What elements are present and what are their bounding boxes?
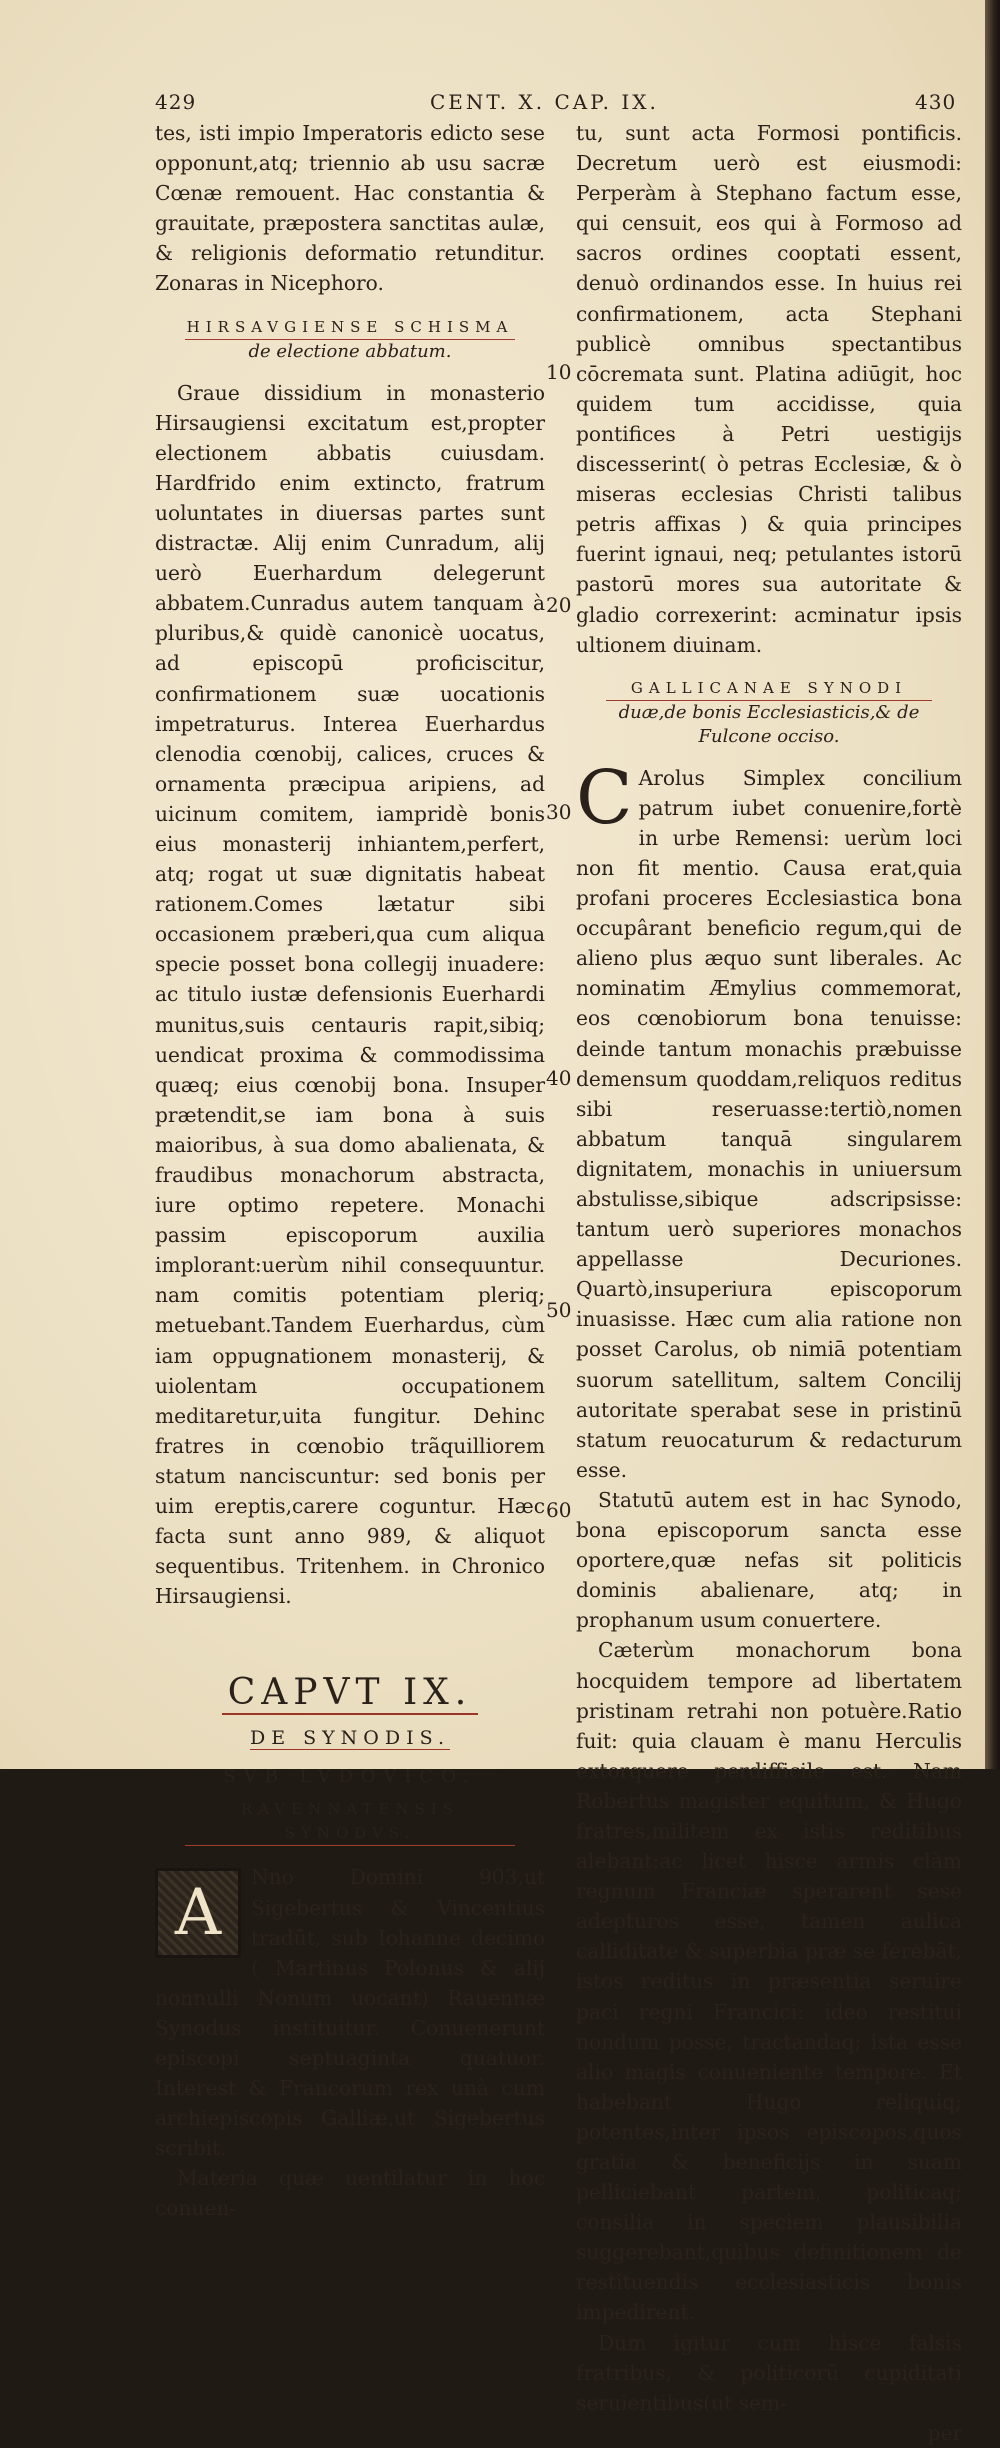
decorated-initial: A [155,1868,241,1958]
chapter-subtitle [155,1723,545,1753]
paragraph: tu, sunt acta Formosi pontificis. Decretum uerò est eiusmodi: Perperàm à Stephano factum esse, qui censuit, eos qui à Formoso ad sacros ordines cooptati essent, denuò ordinandos esse. In huius rei confirmationem, acta Stephani publicè omnibus spectantibus cōcremata sunt. Platina adiūgit, hoc quidem tum accidisse, quia pontifices à Petri uestigijs discesserint( ò petras Ecclesiæ, & ò miseras ecclesias Christi talibus petris affixas ) & quia principes fuerint ignaui, neq; petulantes istorū pastorū mores sua autoritate & gladio correxerint: acminatur ipsis ultionem diuinam. [576,121,962,657]
left-column [155,118,545,2224]
section-title: HIRSAVGIENSE SCHISMA [185,315,515,340]
line-number: 10 [546,360,572,384]
right-column [576,118,962,2448]
chapter-subtitle-2: SVB LVDOVICO. [223,1766,477,1788]
line-number: 30 [546,800,572,824]
catchword: per [927,2420,962,2445]
paragraph: Graue dissidium in monasterio Hirsaugiensi excitatum est,propter electionem abbatis cuiusdam. Hardfrido enim extincto, fratrum uoluntates in diuersas partes sunt distractæ. Alij enim Cunradum, alij uerò Euerhardum delegerunt abbatem.Cunradus autem tanquam à pluribus,& quidè canonicè uocatus, ad episcopū proficiscitur, confirmationem suæ uocationis impetraturus. Interea Euerhardus clenodia cœnobij, calices, cruces & ornamenta præcipua aripiens, ad uicinum comitem, iampridè bonis eius monasterij inhiantem,perfert, atq; rogat ut suæ dignitatis habeat rationem.Comes lætatur sibi occasionem præberi,qua cum aliqua specie posset bona collegij inuadere: ac titulo iustæ defensionis Euerhardi munitus,suis centauris rapit,sibiq; uendicat proxima & commodissima quæq; eius cœnobij bona. Insuper prætendit,se iam bona à suis maioribus, à sua domo abalienata, & fraudibus monachorum abstracta, iure optimo repetere. Monachi passim episcoporum auxilia implorant:uerùm nihil consequuntur. nam comitis potentiam pleriq; metuebant.Tandem Euerhardus, cùm iam oppugnationem monasterij, & uiolentam occupationem meditaretur,uita fungitur. Dehinc fratres in cœnobio trãquilliorem statum nanciscuntur: sed bonis per uim ereptis,carere coguntur. Hæc facta sunt anno 989, & aliquot sequentibus. Tritenhem. in Chronico Hirsaugiensi. [155,380,545,1609]
initial-paragraph [155,1862,545,2163]
paragraph: Cæterùm monachorum bona hocquidem tempore ad libertatem pristinam retrahi non potuère.Ratio fuit: quia clauam è manu Herculis extorquere perdifficile est. Nam Robertus magister equitum, & Hugo fratres,militem ex istis reditibus alebant:ac licet hisce armis clàm regnum Franciæ sperarent sese adepturos esse, tamen aulica calliditate & superbia præ se ferebāt, istos reditus in præsentia seruire paci regni Francici: ideo restitui nondum posse, tractandaq; ista esse alio magis conueniente tempore. Et habebant Hugo reliquiq; potentes,inter ipsos episcopos,quos gratia & beneficijs in suam pelliciebant partem, politicaq; consilia in speciem plausibilia suggerebant,quibus definitionem de restituendis ecclesiasticis bonis impedirent. [576,1638,963,2325]
section-subtitle: Fulcone occiso. [698,725,840,747]
section-title: GALLICANAE SYNODI [606,676,932,701]
book-edge [985,0,1000,1769]
page-number-right: 430 [915,90,957,114]
section-title: RAVENNATENSIS SYNODVS. [185,1797,515,1846]
line-number: 60 [546,1498,572,1522]
page-header [155,88,955,122]
chapter-title-text: CAPVT IX. [222,1672,479,1715]
paragraph: Arolus Simplex concilium patrum iubet conuenire,fortè in urbe Remensi: uerùm loci non fit mentio. Causa erat,quia profani proceres Ecclesiastica bona occupârant beneficio regum,qui de alieno plus æquo sunt liberales. Ac nominatim Æmylius commemorat, eos cœnobiorum bona tenuisse: deinde tantum monachis præbuisse demensum quoddam,reliquos reditus sibi reseruasse:tertiò,nomen abbatum tanquā singularem dignitatem, monachis in uniuersum abstulisse,sibique adscripsisse: tantum uerò superiores monachos appellasse Decuriones. Quartò,insuperiura episcoporum inuasisse. Hæc cum alia ratione non posset Carolus, ob nimiā potentiam suorum satellitum, saltem Concilij autoritate sperabat sese in pristinū statum reuocaturum & redacturum esse. [576,765,962,1482]
line-number: 20 [546,593,572,617]
paragraph: Nno Domini 903,ut Sigebertus & Vincentius tradūt, sub Iohanne decimo ( Martinus Polonus & alij nonnulli Nonum uocant) Rauennæ Synodus instituitur. Conuenerunt episcopi septuaginta quatuor. Interest & Francorum rex unà cum archiepiscopis Galliæ,ut Sigebertus scribit. [155,1865,545,2161]
section-subtitle: duæ,de bonis Ecclesiasticis,& de [618,701,920,723]
chapter-title [155,1671,545,1715]
paragraph: Dum igitur cum hisce falsis fratribus, & politicorū cupiditati seruientibus(ut sem- [576,2330,962,2415]
page-number-left: 429 [155,90,197,114]
chapter-subtitle-text: DE SYNODIS. [249,1727,451,1750]
initial-letter: C [576,754,633,841]
line-number: 50 [546,1298,572,1322]
section-subtitle: de electione abbatum. [248,340,452,362]
paragraph: tes, isti impio Imperatoris edicto sese opponunt,atq; triennio ab usu sacræ Cœnæ remouent. Hac constantia & grauitate, præpostera sanctitas aulæ, & religionis deformatio retunditur. Zonaras in Nicephoro. [155,121,545,296]
running-head: CENT. X. CAP. IX. [430,90,659,114]
paragraph: Statutū autem est in hac Synodo, bona episcoporum sancta esse oportere,quæ nefas sit politicis dominis abalienare, atq; in prophanum usum conuertere. [576,1487,962,1633]
initial-paragraph [576,754,962,1485]
line-number: 40 [546,1066,572,1090]
paragraph: Materia quæ uentilatur in hoc conuen- [155,2166,545,2221]
